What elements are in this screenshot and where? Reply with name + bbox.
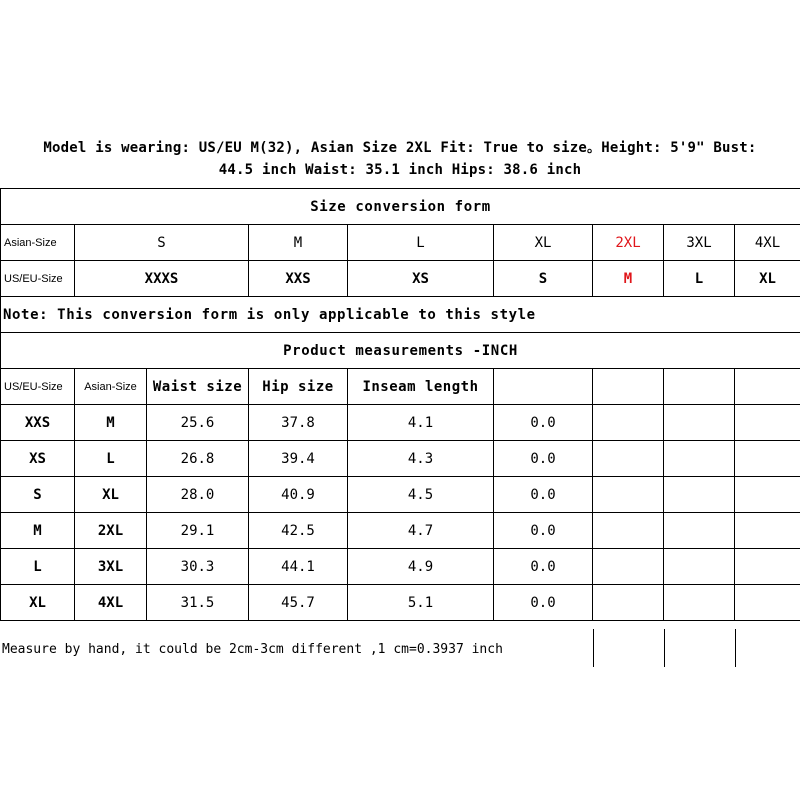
- table-row: [1, 405, 800, 441]
- row-us-size: M: [1, 513, 75, 549]
- row-inseam: 4.7: [348, 513, 494, 549]
- row-asian-size: L: [75, 441, 147, 477]
- asian-size-cell: L: [348, 225, 494, 261]
- row-waist: 30.3: [147, 549, 249, 585]
- model-note-line2: 44.5 inch Waist: 35.1 inch Hips: 38.6 inch: [218, 162, 582, 178]
- asian-size-cell: 4XL: [735, 225, 800, 261]
- grid-line: [735, 629, 736, 667]
- asian-size-cell: 3XL: [664, 225, 735, 261]
- model-note: [0, 137, 800, 181]
- header-asian-size: Asian-Size: [75, 369, 147, 405]
- us-size-cell: XXS: [249, 261, 348, 297]
- row-extra: 0.0: [494, 441, 593, 477]
- model-note-line1: Model is wearing: US/EU M(32), Asian Size 2XL Fit: True to size。Height: 5'9" Bust:: [43, 140, 757, 156]
- conversion-title: Size conversion form: [1, 189, 800, 225]
- asian-size-cell: M: [249, 225, 348, 261]
- row-hip: 45.7: [249, 585, 348, 621]
- row-asian-size: 2XL: [75, 513, 147, 549]
- measure-footnote: Measure by hand, it could be 2cm-3cm different ,1 cm=0.3937 inch: [2, 642, 503, 657]
- row-waist: 31.5: [147, 585, 249, 621]
- us-size-cell: L: [664, 261, 735, 297]
- row-hip: 39.4: [249, 441, 348, 477]
- row-hip: 40.9: [249, 477, 348, 513]
- row-hip: 44.1: [249, 549, 348, 585]
- us-size-cell: XL: [735, 261, 800, 297]
- table-row: [1, 477, 800, 513]
- row-waist: 26.8: [147, 441, 249, 477]
- row-extra: 0.0: [494, 549, 593, 585]
- size-chart-table: [0, 188, 800, 621]
- us-size-cell: XS: [348, 261, 494, 297]
- row-extra: 0.0: [494, 405, 593, 441]
- us-size-cell: XXXS: [75, 261, 249, 297]
- header-waist-size: Waist size: [147, 369, 249, 405]
- header-hip-size: Hip size: [249, 369, 348, 405]
- header-inseam-length: Inseam length: [348, 369, 494, 405]
- row-inseam: 5.1: [348, 585, 494, 621]
- header-us-size: US/EU-Size: [1, 369, 75, 405]
- row-inseam: 4.9: [348, 549, 494, 585]
- row-asian-size: XL: [75, 477, 147, 513]
- row-inseam: 4.3: [348, 441, 494, 477]
- row-inseam: 4.5: [348, 477, 494, 513]
- row-waist: 25.6: [147, 405, 249, 441]
- us-size-cell-highlight: M: [593, 261, 664, 297]
- us-size-label: US/EU-Size: [1, 261, 75, 297]
- row-hip: 42.5: [249, 513, 348, 549]
- table-row: [1, 513, 800, 549]
- row-us-size: XXS: [1, 405, 75, 441]
- grid-line: [593, 629, 594, 667]
- row-us-size: S: [1, 477, 75, 513]
- header-empty: [735, 369, 800, 405]
- row-asian-size: 3XL: [75, 549, 147, 585]
- row-inseam: 4.1: [348, 405, 494, 441]
- row-waist: 29.1: [147, 513, 249, 549]
- row-waist: 28.0: [147, 477, 249, 513]
- asian-size-label: Asian-Size: [1, 225, 75, 261]
- row-extra: 0.0: [494, 477, 593, 513]
- asian-size-cell: S: [75, 225, 249, 261]
- row-asian-size: 4XL: [75, 585, 147, 621]
- row-extra: 0.0: [494, 513, 593, 549]
- table-row: [1, 441, 800, 477]
- header-empty: [593, 369, 664, 405]
- row-hip: 37.8: [249, 405, 348, 441]
- row-us-size: XS: [1, 441, 75, 477]
- row-us-size: L: [1, 549, 75, 585]
- asian-size-cell-highlight: 2XL: [593, 225, 664, 261]
- row-asian-size: M: [75, 405, 147, 441]
- conversion-note: Note: This conversion form is only applicable to this style: [1, 297, 800, 333]
- row-us-size: XL: [1, 585, 75, 621]
- asian-size-cell: XL: [494, 225, 593, 261]
- table-row: [1, 585, 800, 621]
- us-size-cell: S: [494, 261, 593, 297]
- header-empty: [494, 369, 593, 405]
- table-row: [1, 549, 800, 585]
- measurements-title: Product measurements -INCH: [1, 333, 800, 369]
- grid-line: [664, 629, 665, 667]
- row-extra: 0.0: [494, 585, 593, 621]
- header-empty: [664, 369, 735, 405]
